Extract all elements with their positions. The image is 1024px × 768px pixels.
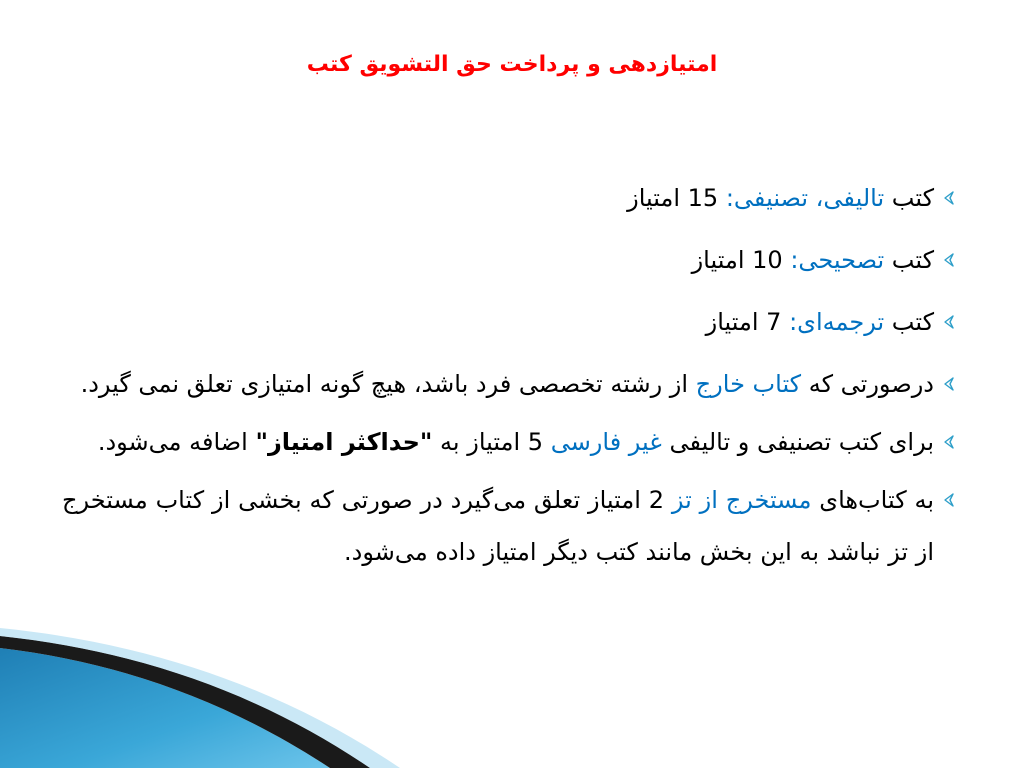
list-item (62, 172, 958, 224)
slide-title: امتیازدهی و پرداخت حق التشویق کتب (306, 52, 718, 77)
item-text-pre: درصورتی که (801, 370, 934, 398)
arrow-right-outline-icon (940, 358, 958, 410)
arrow-right-outline-icon (940, 296, 958, 348)
item-text-post: از رشته تخصصی فرد باشد، هیچ گونه امتیازی تعلق نمی گیرد. (80, 370, 696, 398)
list-item (62, 234, 958, 286)
arrow-right-outline-icon (940, 416, 958, 468)
item-text-post: 10 امتیاز (691, 246, 791, 274)
list-item (62, 296, 958, 348)
list-item (62, 416, 958, 468)
item-text-highlight: کتاب خارج (695, 370, 802, 398)
arrow-right-outline-icon (940, 474, 958, 526)
item-text-pre: برای کتب تصنیفی و تالیفی (661, 428, 934, 456)
item-text-post: 2 امتیاز تعلق می‌گیرد در صورتی که بخشی از کتاب مستخرج از تز نباشد به این بخش مانند کتب دیگر امتیاز داده می‌شود. (62, 486, 934, 566)
item-text-mid: 5 امتیاز به (432, 428, 551, 456)
item-text-bold: "حداکثر امتیاز" (255, 428, 433, 456)
item-text-pre: کتب (884, 184, 934, 212)
list-item (62, 474, 958, 578)
arrow-right-outline-icon (940, 172, 958, 224)
item-text-highlight: تالیفی، تصنیفی: (725, 184, 885, 212)
arrow-right-outline-icon (940, 234, 958, 286)
item-text-pre: به کتاب‌های (811, 486, 935, 514)
item-text-pre: کتب (884, 246, 934, 274)
item-text-post: 15 امتیاز (627, 184, 726, 212)
item-text-post: اضافه می‌شود. (97, 428, 256, 456)
item-text-highlight: مستخرج از تز (671, 486, 812, 514)
item-text-pre: کتب (884, 308, 934, 336)
bullet-list (62, 172, 958, 584)
item-text-highlight: تصحیحی: (790, 246, 885, 274)
item-text-post: 7 امتیاز (705, 308, 790, 336)
item-text-highlight: ترجمه‌ای: (789, 308, 885, 336)
list-item (62, 358, 958, 410)
item-text-highlight: غیر فارسی (550, 428, 662, 456)
